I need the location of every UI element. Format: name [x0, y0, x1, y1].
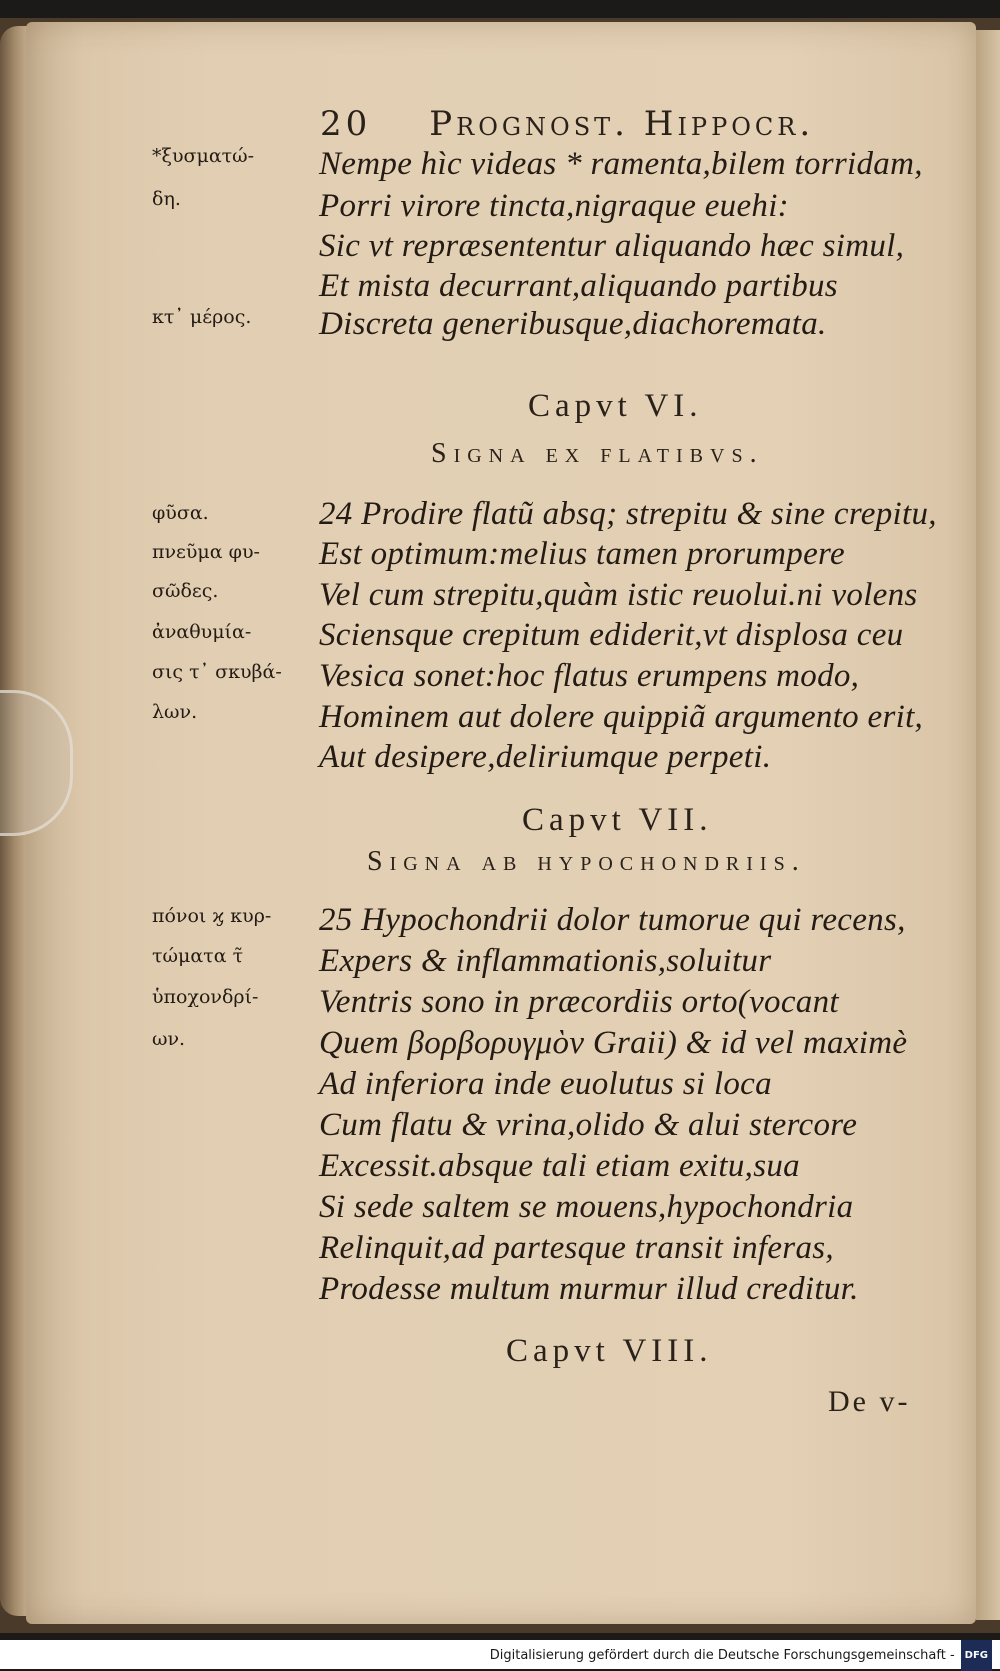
chapter-heading: Capvt VII.: [522, 802, 713, 838]
margin-note: *ξυσματώ-: [152, 145, 255, 167]
text-line: 24 Prodire flatũ absq; strepitu & sine crepitu,: [319, 496, 937, 532]
text-line: Porri virore tincta,nigraque euehi:: [319, 188, 789, 224]
dfg-logo: DFG: [961, 1640, 992, 1671]
margin-note: πόνοι ϗ κυρ-: [152, 905, 272, 927]
text-line: Expers & inflammationis,soluitur: [319, 943, 772, 979]
text-line: Excessit.absque tali etiam exitu,sua: [319, 1148, 800, 1184]
margin-note: φῦσα.: [152, 502, 209, 524]
text-line: Vesica sonet:hoc flatus erumpens modo,: [319, 658, 860, 694]
catchword: De v-: [828, 1385, 911, 1418]
margin-note: λων.: [152, 701, 198, 723]
margin-note: ἀναθυμία-: [152, 621, 252, 643]
text-line: Aut desipere,deliriumque perpeti.: [319, 739, 772, 775]
facing-page-edge: [976, 30, 1000, 1620]
text-line: Relinquit,ad partesque transit inferas,: [319, 1230, 834, 1266]
margin-note: ων.: [152, 1028, 186, 1050]
chapter-title: Signa ab hypochondriis.: [367, 846, 806, 877]
text-line: Discreta generibusque,diachoremata.: [319, 306, 827, 342]
chapter-heading: Capvt VIII.: [506, 1333, 713, 1369]
chapter-heading: Capvt VI.: [528, 388, 703, 424]
page-number: 20: [320, 104, 372, 144]
text-line: Sic vt repræsententur aliquando hæc simul,: [319, 228, 905, 264]
footer-text: Digitalisierung gefördert durch die Deutsche Forschungsgemeinschaft -: [489, 1648, 955, 1663]
text-line: Est optimum:melius tamen prorumpere: [319, 536, 845, 572]
margin-note: σῶδες.: [152, 580, 219, 602]
text-line: Hominem aut dolere quippiã argumento erit,: [319, 699, 924, 735]
margin-note: σις τ᾽ σκυβά-: [152, 661, 282, 683]
margin-note: ὑποχονδρί-: [152, 986, 259, 1008]
margin-note: κτ᾽ μέρος.: [152, 306, 252, 328]
text-line: Ventris sono in præcordiis orto(vocant: [319, 984, 839, 1020]
running-title: Prognost. Hippocr.: [429, 104, 815, 144]
text-line: Cum flatu & vrina,olido & alui stercore: [319, 1107, 858, 1143]
text-line: Quem βορβορυγμὸν Graii) & id vel maximè: [319, 1025, 908, 1061]
text-line: Prodesse multum murmur illud creditur.: [319, 1271, 859, 1307]
text-line: Ad inferiora inde euolutus si loca: [319, 1066, 772, 1102]
digitization-footer: [0, 1640, 1000, 1669]
margin-note: τώματα τ̃: [152, 945, 244, 967]
margin-note: πνεῦμα φυ-: [152, 541, 260, 563]
running-header: [320, 104, 814, 144]
text-line: Vel cum strepitu,quàm istic reuolui.ni volens: [319, 577, 918, 613]
text-line: 25 Hypochondrii dolor tumorue qui recens,: [319, 902, 906, 938]
text-line: Nempe hìc videas * ramenta,bilem torridam,: [319, 146, 923, 182]
text-line: Et mista decurrant,aliquando partibus: [319, 268, 838, 304]
margin-note: δη.: [152, 188, 181, 210]
text-line: Sciensque crepitum ediderit,vt displosa ceu: [319, 617, 904, 653]
text-line: Si sede saltem se mouens,hypochondria: [319, 1189, 854, 1225]
chapter-title: Signa ex flatibvs.: [431, 438, 764, 469]
